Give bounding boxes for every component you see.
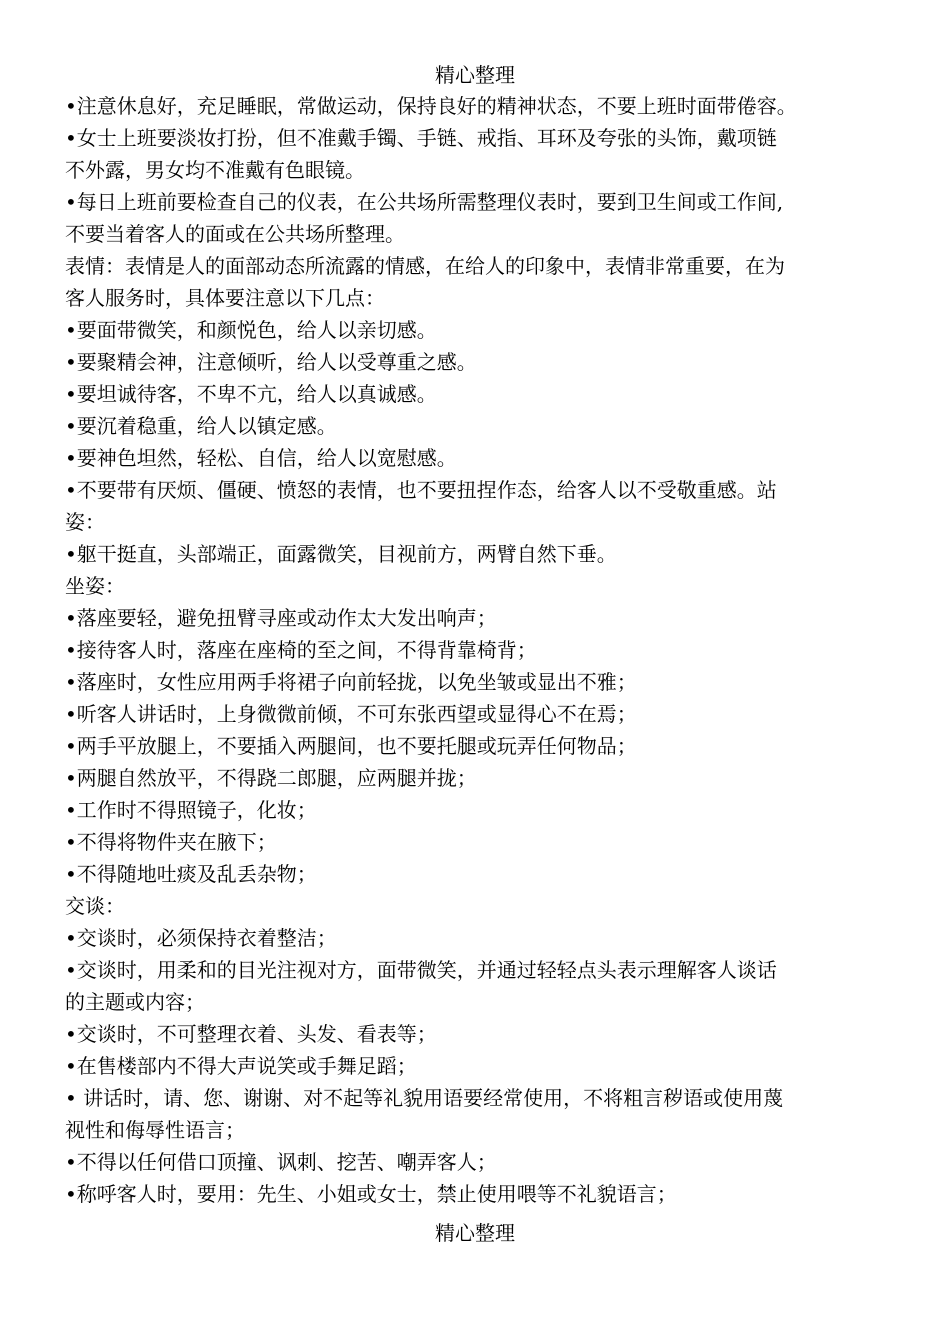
text-line: 不外露，男女均不准戴有色眼镜。 (65, 158, 365, 182)
text-line: •落座要轻，避免扭臂寻座或动作太大发出响声； (65, 606, 497, 630)
text-line: •交谈时，用柔和的目光注视对方，面带微笑，并通过轻轻点头表示理解客人谈话 (65, 958, 777, 982)
document-page (65, 60, 885, 1210)
text-line: •不得以任何借口顶撞、讽刺、挖苦、嘲弄客人； (65, 1150, 497, 1174)
text-line: •接待客人时，落座在座椅的至之间，不得背靠椅背； (65, 638, 537, 662)
text-line: •不得随地吐痰及乱丢杂物； (65, 862, 317, 886)
text-line: •在售楼部内不得大声说笑或手舞足蹈； (65, 1054, 417, 1078)
text-line: 坐姿： (65, 574, 125, 598)
text-line: •要聚精会神，注意倾听，给人以受尊重之感。 (65, 350, 477, 374)
text-line: •听客人讲话时，上身微微前倾，不可东张西望或显得心不在焉； (65, 702, 637, 726)
text-line: •两腿自然放平，不得跷二郎腿，应两腿并拢； (65, 766, 477, 790)
text-line: •注意休息好，充足睡眠，常做运动，保持良好的精神状态，不要上班时面带倦容。 (65, 94, 797, 118)
text-line: •要沉着稳重，给人以镇定感。 (65, 414, 337, 438)
text-line: •称呼客人时，要用：先生、小姐或女士，禁止使用喂等不礼貌语言； (65, 1182, 677, 1206)
text-line: 视性和侮辱性语言； (65, 1118, 245, 1142)
text-line: • 讲话时，请、您、谢谢、对不起等礼貌用语要经常使用，不将粗言秽语或使用蔑 (65, 1086, 784, 1110)
text-line: •交谈时，必须保持衣着整洁； (65, 926, 337, 950)
text-line: •要坦诚待客，不卑不亢，给人以真诚感。 (65, 382, 437, 406)
text-line: •两手平放腿上，不要插入两腿间，也不要托腿或玩弄任何物品； (65, 734, 637, 758)
text-line: 不要当着客人的面或在公共场所整理。 (65, 222, 405, 246)
text-line: •女士上班要淡妆打扮，但不准戴手镯、手链、戒指、耳环及夸张的头饰，戴项链 (65, 126, 777, 150)
page-header: 精心整理 (435, 63, 515, 87)
text-line: 姿： (65, 510, 105, 534)
text-line: •落座时，女性应用两手将裙子向前轻拢，以免坐皱或显出不雅； (65, 670, 637, 694)
document-body (65, 90, 885, 1210)
text-line: 表情：表情是人的面部动态所流露的情感，在给人的印象中，表情非常重要，在为 (65, 254, 785, 278)
text-line: •每日上班前要检查自己的仪表，在公共场所需整理仪表时，要到卫生间或工作间, (65, 190, 784, 214)
text-line: •要面带微笑，和颜悦色，给人以亲切感。 (65, 318, 437, 342)
text-line: 交谈： (65, 894, 125, 918)
text-line: •躯干挺直，头部端正，面露微笑，目视前方，两臂自然下垂。 (65, 542, 617, 566)
text-line: •不要带有厌烦、僵硬、愤怒的表情，也不要扭捏作态，给客人以不受敬重感。站 (65, 478, 777, 502)
text-line: 的主题或内容； (65, 990, 205, 1014)
text-line: •交谈时，不可整理衣着、头发、看表等； (65, 1022, 437, 1046)
text-line: •要神色坦然，轻松、自信，给人以宽慰感。 (65, 446, 457, 470)
text-line: •不得将物件夹在腋下； (65, 830, 277, 854)
text-line: •工作时不得照镜子，化妆； (65, 798, 317, 822)
page-footer: 精心整理 (435, 1221, 515, 1245)
text-line: 客人服务时，具体要注意以下几点： (65, 286, 385, 310)
